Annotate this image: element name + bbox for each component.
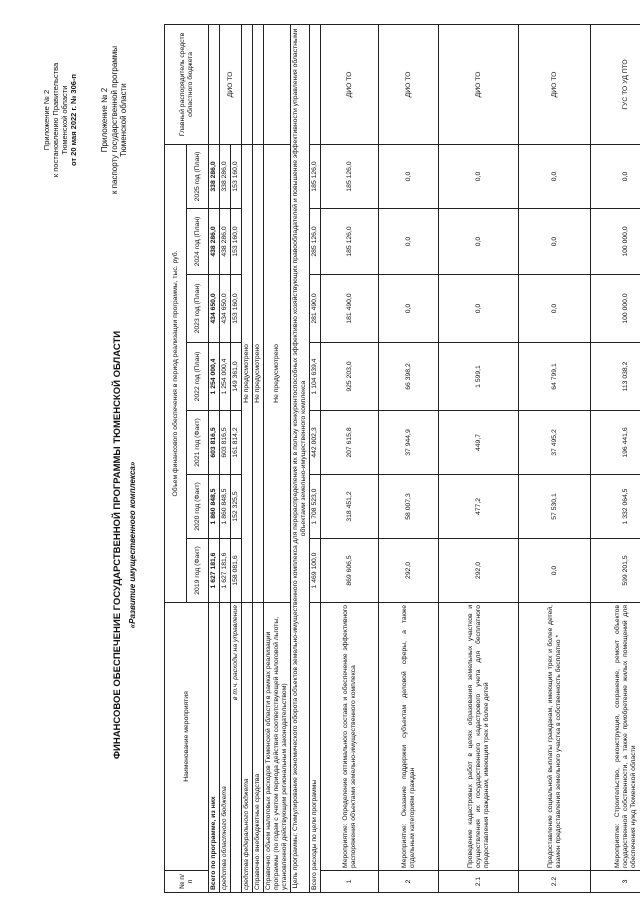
year-header: 2020 год (Факт): [187, 475, 209, 539]
regional-value: 338 286,0: [220, 144, 231, 208]
row-name: Мероприятие: Определение оптимального состава и обеспечение эффективного распоряжения объектами земельно-имущественного комплекса: [321, 603, 379, 871]
total-value: 438 286,0: [209, 209, 220, 275]
financing-table: [164, 24, 640, 893]
row-value: 318 451,2: [321, 475, 379, 539]
resolution-date: от 20 мая 2022 г. № 306-п: [69, 74, 78, 166]
row-value: 37 944,9: [379, 411, 439, 475]
management-value: 152 325,5: [231, 475, 242, 539]
table-row: [439, 24, 519, 892]
goal-total-value: 442 002,3: [310, 411, 321, 475]
management-value: 153 160,0: [231, 144, 242, 208]
row-value: 185 126,0: [321, 209, 379, 275]
row-number: 2.1: [439, 871, 519, 893]
row-value: 0,0: [379, 275, 439, 343]
federal-budget-row: [242, 24, 253, 892]
management-value: 161 814,2: [231, 411, 242, 475]
col-name-header: Наименование мероприятия: [165, 603, 209, 871]
goal-total-value: 285 126,0: [310, 209, 321, 275]
federal-label: средства федерального бюджета: [242, 603, 253, 893]
row-value: 58 007,3: [379, 475, 439, 539]
regional-budget-row: [220, 24, 231, 892]
goal-total-row: [310, 24, 321, 892]
row-value: 449,7: [439, 411, 519, 475]
row-name: Мероприятие: Оказание поддержки субъектам деловой сферы, а также отдельным категориям граждан: [379, 603, 439, 871]
col-volume-header: Объем финансового обеспечения в период реализации программы, тыс. руб.: [165, 144, 187, 602]
empty-cell: [264, 24, 291, 144]
row-value: 0,0: [379, 209, 439, 275]
empty-cell: [253, 24, 264, 144]
empty-cell: [310, 24, 321, 144]
document-title: ФИНАНСОВОЕ ОБЕСПЕЧЕНИЕ ГОСУДАРСТВЕННОЙ ПРОГРАММЫ ТЮМЕНСКОЙ ОБЛАСТИ: [112, 330, 123, 760]
management-row: [231, 24, 242, 892]
row-responsible: ДИО ТО: [321, 24, 379, 144]
management-label: в т.ч. расходы на управление: [231, 603, 242, 893]
row-number: 1: [321, 871, 379, 893]
passport-annex: [100, 25, 129, 215]
annex2-number: Приложение № 2: [100, 87, 109, 153]
row-value: 57 530,1: [519, 475, 591, 539]
regional-value: 603 816,5: [220, 411, 231, 475]
total-value: 1 254 000,4: [209, 343, 220, 411]
offbudget-value: Не предусмотрено: [253, 144, 264, 602]
total-value: 434 650,0: [209, 275, 220, 343]
resolution-header: [42, 25, 78, 215]
row-value: 64 799,1: [519, 343, 591, 411]
row-value: 1 599,1: [439, 343, 519, 411]
year-header: 2021 год (Факт): [187, 411, 209, 475]
regional-label: средства областного бюджета: [220, 603, 231, 893]
offbudget-label: Справочно: внебюджетные средства: [253, 603, 264, 893]
row-number: 2: [379, 871, 439, 893]
col-num-header: № п/п: [165, 871, 209, 893]
resolution-ref: к постановлению Правительства: [51, 62, 60, 178]
regional-value: 1 627 181,6: [220, 539, 231, 603]
row-value: 113 038,2: [591, 343, 640, 411]
year-header: 2025 год (План): [187, 144, 209, 208]
total-label: Всего по программе, из них: [209, 603, 220, 893]
row-value: 0,0: [519, 539, 591, 603]
total-row: [209, 24, 220, 892]
row-number: 2.2: [519, 871, 591, 893]
row-value: 181 490,0: [321, 275, 379, 343]
year-header: 2024 год (План): [187, 209, 209, 275]
regional-value: 1 254 000,4: [220, 343, 231, 411]
annex2-sub: к паспорту государственной программы Тюменской области: [109, 45, 128, 195]
row-responsible: ДИО ТО: [439, 24, 519, 144]
row-value: 869 606,5: [321, 539, 379, 603]
row-responsible: ДИО ТО: [519, 24, 591, 144]
goal-total-label: Всего расходы по цели программы: [310, 603, 321, 893]
row-value: 599 201,5: [591, 539, 640, 603]
row-number: 3: [591, 871, 640, 893]
row-value: 100 000,0: [591, 209, 640, 275]
year-header: 2022 год (План): [187, 343, 209, 411]
year-header: 2019 год (Факт): [187, 539, 209, 603]
row-value: 0,0: [519, 275, 591, 343]
row-value: 196 441,6: [591, 411, 640, 475]
row-value: 207 615,8: [321, 411, 379, 475]
total-value: 338 286,0: [209, 144, 220, 208]
tax-expenses-row: [264, 24, 291, 892]
offbudget-row: [253, 24, 264, 892]
row-value: 37 495,2: [519, 411, 591, 475]
management-value: 149 361,0: [231, 343, 242, 411]
goal-total-value: 281 490,0: [310, 275, 321, 343]
empty-cell: [242, 24, 253, 144]
row-value: 0,0: [519, 209, 591, 275]
goal-row: [291, 24, 310, 892]
goal-total-value: 1 708 523,0: [310, 475, 321, 539]
row-value: 1 332 064,5: [591, 475, 640, 539]
table-header-row: [165, 24, 187, 892]
col-responsible-header: Главный распорядитель средств областного бюджета: [165, 24, 209, 144]
total-value: 1 627 181,6: [209, 539, 220, 603]
regional-responsible: ДИО ТО: [220, 24, 242, 144]
document-subtitle: «Развитие имущественного комплекса»: [128, 461, 137, 629]
row-value: 0,0: [379, 144, 439, 208]
row-value: 0,0: [439, 275, 519, 343]
table-row: [321, 24, 379, 892]
row-responsible: ДИО ТО: [379, 24, 439, 144]
goal-total-value: 1 469 100,0: [310, 539, 321, 603]
year-header: 2023 год (План): [187, 275, 209, 343]
row-value: 0,0: [439, 209, 519, 275]
row-value: 0,0: [439, 144, 519, 208]
row-value: 292,0: [379, 539, 439, 603]
goal-total-value: 185 126,0: [310, 144, 321, 208]
program-goal: Цель программы: Стимулирование экономического оборота объектов земельно-имущественного комплекса для перераспределения их в пользу конкурентоспособных эффективно хозяйствующих правообладателей и повышение эффективности управления областными объектами земельно-имущественного комплекса: [291, 24, 310, 892]
regional-value: 438 286,0: [220, 209, 231, 275]
management-value: 158 081,6: [231, 539, 242, 603]
tax-label: Справочно: объем налоговых расходов Тюменской области в рамках реализации программы (по годам с учетом периода действия соответствующей налоговой льготы, установленной действующим региональным законодательством): [264, 603, 291, 893]
total-value: 603 816,5: [209, 411, 220, 475]
row-value: 100 000,0: [591, 275, 640, 343]
row-name: Мероприятие: Строительство, реконструкция, сохранение, ремонт объектов государственной собственности, а также приобретение жилых помещений для обеспечения нужд Тюменской области: [591, 603, 640, 871]
annex-number: Приложение № 2: [42, 89, 51, 151]
table-row: [379, 24, 439, 892]
region-ref: Тюменской области: [60, 85, 69, 155]
row-value: 66 398,2: [379, 343, 439, 411]
row-value: 477,2: [439, 475, 519, 539]
row-value: 185 126,0: [321, 144, 379, 208]
tax-value: Не предусмотрено: [264, 144, 291, 602]
row-responsible: ГУС ТО УД ПТО: [591, 24, 640, 144]
row-value: 925 203,0: [321, 343, 379, 411]
total-value: 1 860 848,5: [209, 475, 220, 539]
row-name: Предоставление социальной выплаты гражданам, имеющим трех и более детей, взамен предоставления земельного участка в собственность бесплатно *: [519, 603, 591, 871]
row-name: Проведение кадастровых работ в целях образования земельных участков и осуществления их государственного кадастрового учета для бесплатного предоставления гражданам, имеющим трех и более детей: [439, 603, 519, 871]
row-value: 0,0: [591, 144, 640, 208]
table-row: [591, 24, 640, 892]
federal-value: Не предусмотрено: [242, 144, 253, 602]
management-value: 153 160,0: [231, 275, 242, 343]
table-row: [519, 24, 591, 892]
row-value: 0,0: [519, 144, 591, 208]
regional-value: 434 650,0: [220, 275, 231, 343]
management-value: 153 160,0: [231, 209, 242, 275]
row-value: 292,0: [439, 539, 519, 603]
total-responsible: [209, 24, 220, 144]
regional-value: 1 860 848,5: [220, 475, 231, 539]
goal-total-value: 1 104 639,4: [310, 343, 321, 411]
